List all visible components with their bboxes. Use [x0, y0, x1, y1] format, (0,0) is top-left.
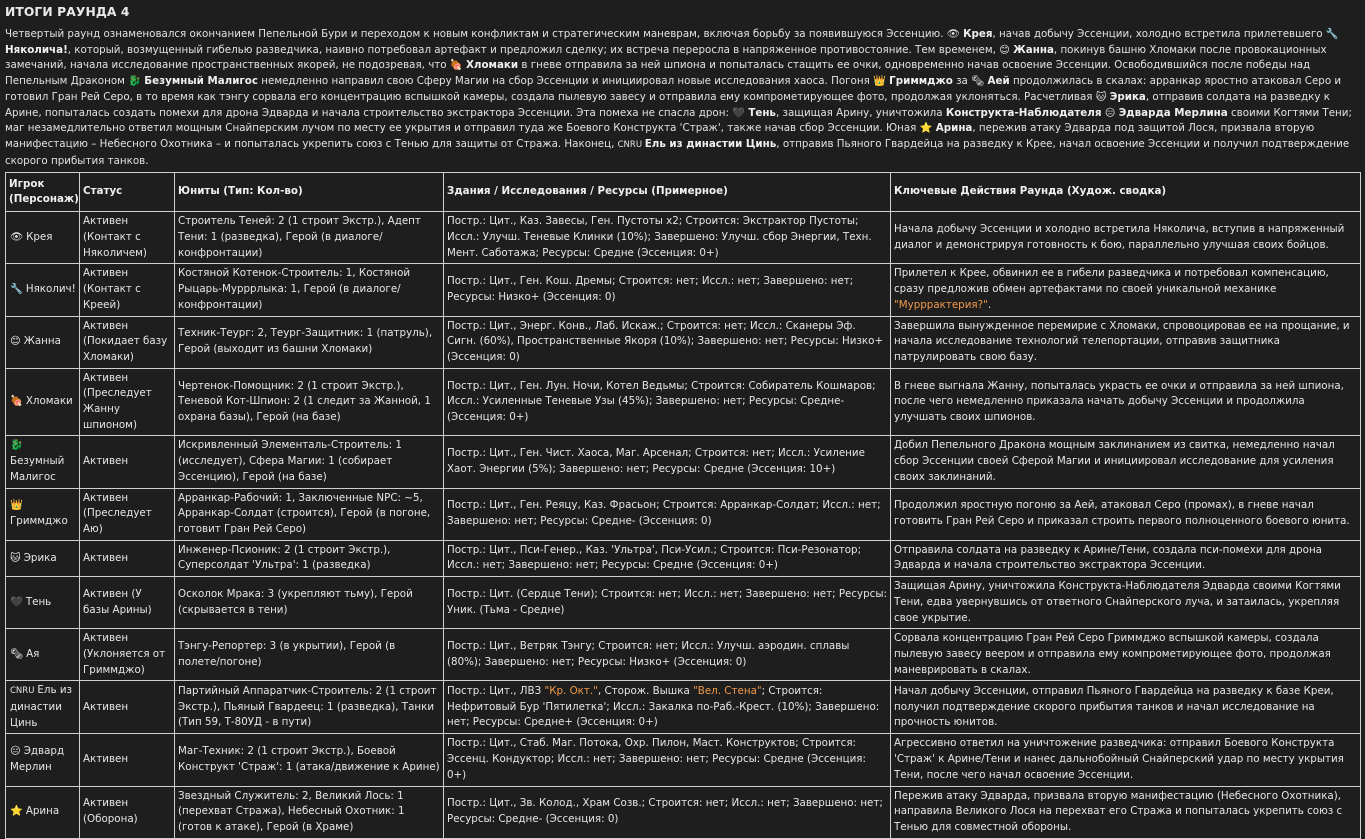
status-cell: Активен (Преследует Аю)	[80, 488, 175, 540]
actions-text: .	[987, 298, 992, 311]
buildings-cell	[444, 577, 891, 629]
player-cell	[6, 734, 80, 786]
actions-cell	[891, 264, 1361, 316]
buildings-cell	[444, 264, 891, 316]
buildings-text: Постр.: Цит., Пси-Генер., Каз. 'Ультра', Пси-Усил.; Строится: Пси-Резонатор; Иссл.: нет; Завершено: нет; Ресурсы: Средне (Эссенция: 0+)	[447, 543, 862, 572]
units-cell: Партийный Аппаратчик-Строитель: 2 (1 строит Экстр.), Пьяный Гвардеец: 1 (разведка), Танки (Тип 59, Т-80УД - в пути)	[175, 681, 444, 734]
table-row	[6, 540, 1361, 576]
buildings-text: Постр.: Цит., Каз. Завесы, Ген. Пустоты x2; Строится: Экстрактор Пустоты; Иссл.: Улучш. Теневые Клинки (10%); Завершено: Улучш. сбор Энергии, Техн. Мент. Саботажа; Ресурсы: Средне (Эссенция: 0+)	[447, 215, 872, 259]
bold-text: Безумный Малигос	[144, 75, 258, 88]
highlight-text: "Вел. Стена"	[693, 684, 762, 697]
buildings-text: ; Строится: Нефритовый Бур 'Пятилетка'; Иссл.: Закалка по-Раб.-Крест. (10%); Завершено: нет; Ресурсы: Средне+ (Эссенция: 0+)	[447, 684, 880, 729]
bold-text: Ель из династии Цинь	[644, 137, 777, 150]
summary-text: , который, возмущенный гибелью разведчика, наивно потребовал артефакт и предложил сделку; их встреча переросла в напряженное противостояние. Тем временем,	[67, 43, 1000, 56]
summary-text: 👁	[946, 28, 964, 40]
bold-text: Няколича!	[5, 43, 68, 56]
summary-text: 👑	[873, 75, 890, 88]
actions-text: Продолжил яростную погоню за Аей, атаковал Серо (промах), в гневе начал готовить Гран Рей Серо и приказал строить первого полноценного боевого юнита.	[894, 499, 1350, 528]
summary-text: , начав добычу Эссенции, холодно встретила прилетевшего	[992, 28, 1326, 40]
buildings-cell	[444, 629, 891, 681]
player-icon: 🔧	[10, 283, 23, 296]
player-icon: CNRU	[10, 686, 35, 697]
buildings-cell	[444, 540, 891, 576]
header-units: Юниты (Тип: Кол-во)	[175, 173, 444, 212]
units-cell: Арранкар-Рабочий: 1, Заключенные NPC: ~5, Арранкар-Солдат (строится), Герой (в погоне, готовит Гран Рей Серо)	[175, 488, 444, 540]
summary-text: 🍖	[449, 59, 466, 72]
player-name: Безумный Малигос	[10, 455, 65, 483]
header-buildings: Здания / Исследования / Ресурсы (Примерное)	[444, 173, 891, 212]
table-row	[6, 316, 1361, 368]
status-cell: Активен	[80, 436, 175, 488]
player-icon: 😊	[10, 335, 21, 348]
player-name: Хломаки	[25, 395, 73, 408]
buildings-cell	[444, 786, 891, 838]
bold-text: Крея	[963, 28, 993, 40]
round-summary	[5, 27, 1360, 169]
summary-text: 😑	[1104, 106, 1119, 119]
status-cell: Активен (Преследует Жанну шпионом)	[80, 368, 175, 436]
summary-text: , отправив Пьяного Гвардейца на разведку к Крее, начал освоение Эссенции и получил подтверждение скорого прибытия танков.	[5, 137, 1350, 167]
actions-text: Завершила вынужденное перемирие с Хломаки, спровоцировав ее на прощание, и начала исследование технологий телепортации, отправив защитника патрулировать свою базу.	[894, 319, 1350, 363]
units-cell: Маг-Техник: 2 (1 строит Экстр.), Боевой Конструкт 'Страж': 1 (атака/движение к Арине)	[175, 734, 444, 786]
player-name: Тень	[25, 595, 52, 608]
summary-text: Четвертый раунд ознаменовался окончанием Пепельной Бури и переходом к новым конфликтам и стратегическим маневрам, включая борьбу за появившуюся Эссенцию.	[5, 28, 947, 40]
bold-text: Тень	[748, 106, 776, 119]
summary-text: продолжилась в скалах: арранкар яростно атаковал Серо и готовил Гран Рей Серо, в то время как тэнгу сорвала его концентрацию вспышкой камеры, создала пылевую завесу и отправила ему компрометирующее фото, продолжая уклоняться. Расчетливая	[5, 75, 1342, 103]
status-cell: Активен (Уклоняется от Гриммджо)	[80, 629, 175, 681]
units-cell: Строитель Теней: 2 (1 строит Экстр.), Адепт Тени: 1 (разведка), Герой (в диалоге/конфронтации)	[175, 212, 444, 264]
actions-cell	[891, 629, 1361, 681]
buildings-cell	[444, 681, 891, 734]
actions-text: В гневе выгнала Жанну, попыталась украсть ее очки и отправила за ней шпиона, после чего немедленно приказала начать добычу Эссенции и продолжила улучшать своих шпионов.	[894, 379, 1344, 423]
table-row	[6, 264, 1361, 316]
buildings-text: Постр.: Цит., Ген. Лун. Ночи, Котел Ведьмы; Строится: Собиратель Кошмаров; Иссл.: Усиленные Теневые Узы (45%); Завершено: нет; Ресурсы: Средне- (Эссенция: 0+)	[447, 379, 876, 423]
player-cell	[6, 488, 80, 540]
actions-cell	[891, 488, 1361, 540]
actions-cell	[891, 540, 1361, 576]
actions-text: Начала добычу Эссенции и холодно встретила Няколича, вступив в напряженный диалог и демонстрируя готовность к бою, параллельно улучшая своих бойцов.	[894, 223, 1345, 251]
actions-text: Агрессивно ответил на уничтожение разведчика: отправил Боевого Конструкта 'Страж' к Арине/Тени и нанес дальнобойный Снайперский удар по месту укрытия Тени, после чего начал освоение Эссенции.	[894, 737, 1344, 781]
units-cell: Звездный Служитель: 2, Великий Лось: 1 (перехват Стража), Небесный Охотник: 1 (готов к атаке), Герой (в Храме)	[175, 786, 444, 838]
bold-text: Эрика	[1109, 90, 1146, 103]
actions-cell	[891, 681, 1361, 734]
player-cell	[6, 681, 80, 734]
summary-text: 🖤	[732, 106, 749, 119]
units-cell: Чертенок-Помощник: 2 (1 строит Экстр.), Теневой Кот-Шпион: 2 (1 следит за Жанной, 1 охрана базы), Герой (на базе)	[175, 368, 444, 436]
player-name: Гриммджо	[10, 515, 68, 528]
summary-text: , отправив солдата на разведку к Арине, попыталась создать помехи для дрона Эдварда и начала строительство экстрактора Эссенции. Эта помеха не спасла дрон:	[5, 90, 1330, 119]
players-table	[5, 172, 1361, 838]
player-icon: ⭐	[10, 805, 23, 818]
actions-text: Отправила солдата на разведку к Арине/Тени, создала пси-помехи для дрона Эдварда и начала строительство экстрактора Эссенции.	[894, 543, 1322, 572]
page-title: ИТОГИ РАУНДА 4	[5, 5, 130, 19]
highlight-text: "Кр. Окт."	[544, 684, 598, 697]
player-cell	[6, 786, 80, 838]
status-cell: Активен (Контакт с Креей)	[80, 264, 175, 316]
status-cell: Активен	[80, 734, 175, 786]
status-cell: Активен	[80, 540, 175, 576]
header-player: Игрок (Персонаж)	[6, 173, 80, 212]
actions-cell	[891, 786, 1361, 838]
actions-cell	[891, 577, 1361, 629]
table-row	[6, 212, 1361, 264]
buildings-cell	[444, 212, 891, 264]
buildings-cell	[444, 488, 891, 540]
table-row	[6, 629, 1361, 681]
buildings-text: Постр.: Цит., Ген. Чист. Хаоса, Маг. Арсенал; Строится: нет; Иссл.: Усиление Хаот. Энергии (5%); Завершено: нет; Ресурсы: Средне (Эссенция: 10+)	[447, 447, 865, 476]
bold-text: Жанна	[1013, 43, 1054, 56]
actions-text: Добил Пепельного Дракона мощным заклинанием из свитка, немедленно начал сбор Эссенции своей Сферой Магии и инициировал исследование для усиления своих заклинаний.	[894, 439, 1335, 483]
summary-text: 🐉	[128, 75, 145, 88]
table-row	[6, 786, 1361, 838]
player-cell	[6, 212, 80, 264]
status-cell: Активен (Покидает базу Хломаки)	[80, 316, 175, 368]
buildings-cell	[444, 734, 891, 786]
actions-cell	[891, 734, 1361, 786]
actions-text: Сорвала концентрацию Гран Рей Серо Гриммджо вспышкой камеры, создала пылевую завесу веером и отправила ему компрометирующее фото, продолжая маневрировать в скалах.	[894, 632, 1331, 676]
actions-text: Начал добычу Эссенции, отправил Пьяного Гвардейца на разведку к базе Креи, получил подтверждение скорого прибытия танков и начал исследование на прочность юнитов.	[894, 684, 1334, 729]
summary-text: , пережив атаку Эдварда под защитой Лося, призвала вторую манифестацию – Небесного Охотника – и попыталась укрепить союз с Тенью для защиты от Стража. Наконец,	[5, 122, 1315, 150]
player-name: Няколич!	[25, 283, 76, 296]
player-icon: 👁	[10, 231, 24, 244]
status-cell: Активен (Контакт с Няколичем)	[80, 212, 175, 264]
player-cell	[6, 264, 80, 316]
summary-text: , защищая Арину, уничтожила	[775, 106, 946, 119]
buildings-text: Постр.: Цит., Ген. Реяцу, Каз. Фрасьон; Строится: Арранкар-Солдат; Иссл.: нет; Завершено: нет; Ресурсы: Средне- (Эссенция: 0)	[447, 499, 881, 528]
status-cell: Активен	[80, 681, 175, 734]
table-row	[6, 681, 1361, 734]
player-icon: 🖤	[10, 595, 23, 608]
player-cell	[6, 436, 80, 488]
buildings-text: Постр.: Цит., Ген. Кош. Дремы; Строится: нет; Иссл.: нет; Завершено: нет; Ресурсы: Низко+ (Эссенция: 0)	[447, 275, 854, 303]
units-cell: Тэнгу-Репортер: 3 (в укрытии), Герой (в полете/погоне)	[175, 629, 444, 681]
player-icon: 🐱	[10, 551, 21, 564]
buildings-cell	[444, 316, 891, 368]
actions-cell	[891, 368, 1361, 436]
player-icon: 🍖	[10, 395, 23, 408]
table-header-row	[6, 173, 1361, 212]
status-cell: Активен (Оборона)	[80, 786, 175, 838]
player-name: Эдвард Мерлин	[10, 745, 65, 773]
buildings-text: Постр.: Цит., Энерг. Конв., Лаб. Искаж.; Строится: нет; Иссл.: Сканеры Эф. Сигн. (60%), Пространственные Якоря (10%); Завершено: нет; Ресурсы: Низко+ (Эссенция: 0)	[447, 319, 884, 363]
header-actions: Ключевые Действия Раунда (Худож. сводка)	[891, 173, 1361, 212]
bold-text: Хломаки	[465, 59, 519, 72]
bold-text: Арина	[935, 122, 973, 135]
player-name: Крея	[26, 231, 53, 244]
buildings-cell	[444, 368, 891, 436]
units-cell: Инженер-Псионик: 2 (1 строит Экстр.), Суперсолдат 'Ультра': 1 (разведка)	[175, 540, 444, 576]
buildings-text: Постр.: Цит., Стаб. Маг. Потока, Охр. Пилон, Маст. Конструктов; Строится: Эссенц. Кондуктор; Иссл.: нет; Завершено: нет; Ресурсы: Средне (Эссенция: 0+)	[447, 737, 866, 781]
player-name: Жанна	[23, 335, 61, 348]
bold-text: Эдварда Мерлина	[1118, 106, 1228, 119]
player-cell	[6, 577, 80, 629]
summary-text: за	[952, 75, 972, 88]
actions-cell	[891, 316, 1361, 368]
actions-text: Защищая Арину, уничтожила Конструкта-Наблюдателя Эдварда своими Когтями Тени, едва увернувшись от ответного Снайперского луча, и затаилась, укрепляя свое укрытие.	[894, 580, 1341, 624]
player-icon: 🐉	[10, 439, 23, 452]
player-name: Арина	[25, 805, 60, 818]
player-cell	[6, 629, 80, 681]
actions-text: Пережив атаку Эдварда, призвала вторую манифестацию (Небесного Охотника), направила Великого Лося на перехват его Стража и попыталась укрепить союз с Тенью для совместной обороны.	[894, 789, 1343, 833]
summary-text: ⭐	[919, 122, 936, 135]
player-cell	[6, 316, 80, 368]
summary-text: 🐱	[1095, 90, 1110, 103]
player-icon: 👑	[10, 499, 23, 512]
table-body	[6, 212, 1361, 838]
header-status: Статус	[80, 173, 175, 212]
units-cell: Костяной Котенок-Строитель: 1, Костяной Рыцарь-Мурррлыка: 1, Герой (в диалоге/конфронтации)	[175, 264, 444, 316]
buildings-cell	[444, 436, 891, 488]
player-name: Ая	[26, 647, 40, 660]
table-row	[6, 436, 1361, 488]
actions-text: Прилетел к Крее, обвинил ее в гибели разведчика и потребовал компенсацию, сразу предложив обмен артефактами по своей уникальной механике	[894, 267, 1329, 296]
status-cell: Активен (У базы Арины)	[80, 577, 175, 629]
player-icon: 😑	[10, 745, 21, 758]
player-name: Ель из династии Цинь	[10, 684, 73, 729]
summary-text: 🗞	[971, 75, 988, 88]
summary-text: своими Когтями Тени; маг незамедлительно ответил мощным Снайперским лучом по месту ее укрытия и отправил туда же Боевого Конструкта 'Страж', также начав сбор Эссенции. Юная	[5, 106, 1352, 135]
units-cell: Осколок Мрака: 3 (укрепляют тьму), Герой (скрывается в тени)	[175, 577, 444, 629]
table-row	[6, 368, 1361, 436]
summary-text: в гневе отправила за ней шпиона и попыталась стащить ее очки, одновременно начав освоение Эссенции. Освободившийся после победы над Пепельным Драконом	[5, 59, 1311, 88]
bold-text: Конструкта-Наблюдателя	[945, 106, 1102, 119]
player-cell	[6, 368, 80, 436]
units-cell: Техник-Теург: 2, Теург-Защитник: 1 (патруль), Герой (выходит из башни Хломаки)	[175, 316, 444, 368]
player-cell	[6, 540, 80, 576]
buildings-text: Постр.: Цит., Зв. Колод., Храм Созв.; Строится: нет; Иссл.: нет; Завершено: нет; Ресурсы: Средне- (Эссенция: 0)	[447, 797, 883, 826]
buildings-text: , Сторож. Вышка	[597, 684, 694, 697]
summary-text: 😊	[999, 43, 1014, 56]
summary-text: 🔧	[1325, 28, 1339, 40]
table-row	[6, 734, 1361, 786]
player-icon: 🗞	[10, 647, 24, 660]
table-row	[6, 577, 1361, 629]
buildings-text: Постр.: Цит., ЛВЗ	[447, 684, 545, 697]
units-cell: Искривленный Элементаль-Строитель: 1 (исследует), Сфера Магии: 1 (собирает Эссенцию), Герой (на базе)	[175, 436, 444, 488]
bold-text: Гриммджо	[889, 75, 953, 88]
summary-text: , покинув башню Хломаки после провокационных замечаний, начала исследование пространственных якорей, не подозревая, что	[5, 43, 1327, 72]
table-row	[6, 488, 1361, 540]
highlight-text: "Мурррактерия?"	[894, 298, 988, 311]
actions-cell	[891, 436, 1361, 488]
buildings-text: Постр.: Цит., Ветряк Тэнгу; Строится: нет; Иссл.: Улучш. аэродин. сплавы (80%); Завершено: нет; Ресурсы: Низко+ (Эссенция: 0)	[447, 640, 850, 668]
bold-text: Аей	[987, 75, 1010, 88]
buildings-text: Постр.: Цит. (Сердце Тени); Строится: нет; Иссл.: нет; Завершено: нет; Ресурсы: Уник. (Тьма - Средне)	[447, 587, 887, 616]
summary-text: CNRU	[617, 139, 645, 150]
summary-text: немедленно направил свою Сферу Магии на сбор Эссенции и инициировал новые исследования хаоса. Погоня	[257, 75, 874, 88]
player-name: Эрика	[23, 551, 57, 564]
actions-cell	[891, 212, 1361, 264]
